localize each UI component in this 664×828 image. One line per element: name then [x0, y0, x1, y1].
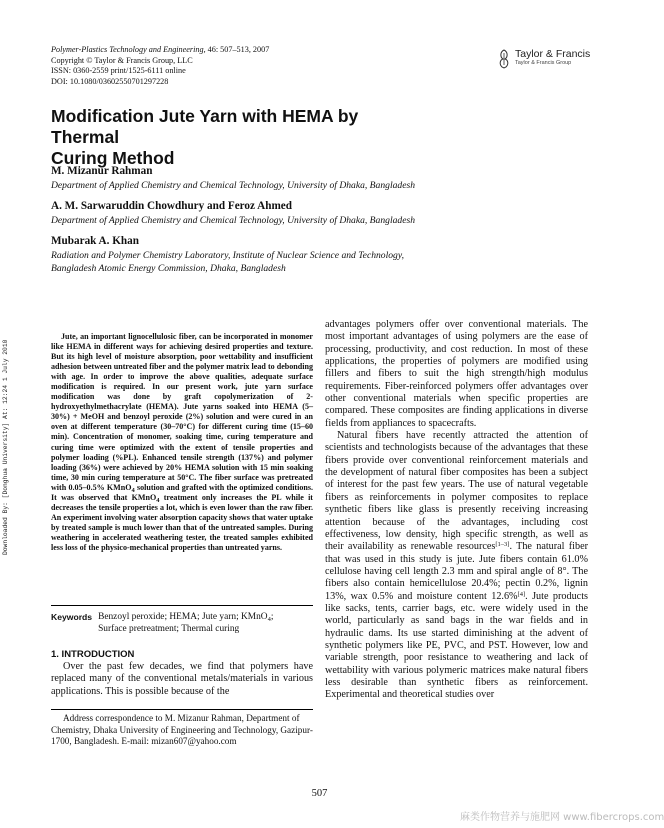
- taylor-francis-icon: [497, 49, 511, 69]
- author-2: A. M. Sarwaruddin Chowdhury and Feroz Ahmed: [51, 200, 292, 212]
- affiliation-3-line-1: Radiation and Polymer Chemistry Laboratory, Institute of Nuclear Science and Technology,: [51, 250, 404, 261]
- paragraph-1: advantages polymers offer over conventional materials. The most important advantages of using polymers are the ease of processing, productivity, and cost reduction. In most of these applications, the properties of polymers are modified using fillers and fibers to suit the high strength/high modulus requirements. Fiber-reinforced polymers offer advantages over other conventional materials when specific properties are compared. These composites are finding applications in diverse fields from appliances to spacecrafts.: [325, 319, 588, 429]
- paragraph-2-part-1: Natural fibers have recently attracted the attention of scientists and technologists because of the advantages that these fibers provide over conventional reinforcement materials and the development of natural fiber composites has been a subject of interest for the past few years. The use of natural vegetable fibers as reinforcements in polymer composites to replace synthetic fibers like glass is presently receiving increasing attention because of the advantages, including cost effectiveness, low density, high specific strength, as well as their availability as renewable resources: [325, 430, 588, 553]
- title-line-2: Curing Method: [51, 148, 175, 168]
- author-1: M. Mizanur Rahman: [51, 165, 153, 177]
- keywords-line-1: Benzoyl peroxide; HEMA; Jute yarn; KMnO: [98, 612, 268, 622]
- title-line-1: Modification Jute Yarn with HEMA by Thermal: [51, 106, 359, 147]
- download-note: [0, 300, 12, 555]
- citation-2: [4]: [517, 590, 526, 598]
- affiliation-3: [51, 250, 511, 275]
- journal-metadata: [51, 45, 269, 87]
- issn-line: ISSN: 0360-2559 print/1525-6111 online: [51, 66, 186, 76]
- copyright-line: Copyright © Taylor & Francis Group, LLC: [51, 55, 193, 65]
- right-column: [325, 319, 588, 702]
- keywords-line-1-end: ;: [270, 612, 274, 622]
- author-3: Mubarak A. Khan: [51, 235, 139, 247]
- footnote-rule: [51, 709, 313, 710]
- keywords-rule: [51, 605, 313, 606]
- keywords-values: [98, 612, 298, 635]
- abstract-part-3: treatment only increases the PL while it decreases the tensile properties a lot, which is even lower than the raw fiber. An experiment involving water absorption capacity shows that water uptake by treated sample is much lower than that of the untreated samples. During weathering in accelerated weathering tester, the treated samples exhibited less loss of the physico-mechanical properties than untreated yarns.: [51, 492, 313, 552]
- download-note-text: Downloaded By: [Donghua University] At: 12:24 1 July 2010: [2, 339, 9, 555]
- paragraph-2: [325, 430, 588, 702]
- citation-1: [1–3]: [495, 541, 510, 549]
- abstract-subscript-1: 4: [131, 486, 135, 494]
- abstract: [51, 332, 313, 553]
- affiliation-2: Department of Applied Chemistry and Chemical Technology, University of Dhaka, Bangladesh: [51, 215, 415, 226]
- affiliation-3-line-2: Bangladesh Atomic Energy Commission, Dhaka, Bangladesh: [51, 262, 286, 274]
- keywords-label: Keywords: [51, 612, 93, 622]
- keywords-line-2: Surface pretreatment; Thermal curing: [98, 623, 240, 634]
- page-number: 507: [311, 788, 328, 799]
- footnote: Address correspondence to M. Mizanur Rahman, Department of Chemistry, Dhaka University of Engineering and Technology, Gazipur-1700, Bangladesh. E-mail: mizan607@yahoo.com: [51, 713, 313, 746]
- abstract-part-2: solution and grafted with the optimized conditions. It was observed that KMnO: [51, 482, 313, 502]
- journal-citation: , 46: 507–513, 2007: [203, 45, 270, 54]
- article-title: [51, 106, 421, 169]
- abstract-subscript-2: 4: [156, 496, 160, 504]
- affiliation-1: Department of Applied Chemistry and Chemical Technology, University of Dhaka, Bangladesh: [51, 180, 415, 191]
- intro-paragraph: Over the past few decades, we find that polymers have replaced many of the conventional metals/materials in various applications. This is possible because of the: [51, 661, 313, 697]
- publisher-group: Taylor & Francis Group: [515, 60, 572, 66]
- publisher-logo: [497, 48, 602, 70]
- paragraph-2-part-3: . Jute products like sacks, tents, carrier bags, etc. were widely used in the world, particularly as sand bags in the war fields and in hydraulic dams. Its use started diminishing at the advent of synthetic polymers like PE, PVC, and PST. However, low and variable strength, poor resistance to weathering and lack of wettability with various polymeric matrices make natural fibers less desirable than synthetic fibers as reinforcement. Experimental and theoretical studies over: [325, 590, 589, 701]
- abstract-part-1: Jute, an important lignocellulosic fiber, can be incorporated in monomer like HEMA in different ways for achieving desired properties and texture. But its high level of moisture absorption, poor wettability and insufficient adhesion between untreated fiber and the polymer matrix lead to debonding with age. In order to improve the above qualities, adequate surface modification is required. In our present work, jute yarn surface modification was done by graft copolymerization of 2-hydroxyethylmethacrylate (HEMA). Jute yarns soaked into HEMA (5–30%) + MeOH and benzoyl peroxide (2%) solution and were cured in an oven at different temperature (30–70°C) for different curing time (15–60 min). Concentration of monomer, soaking time, curing temperature and curing time were optimized with the extent of tensile properties and polymer loading (%PL). Enhanced tensile strength (137%) and polymer loading (36%) were achieved by 20% HEMA solution with 15 min soaking time, 30 min curing temperature at 50°C. The fiber surface was pretreated with 0.05–0.5% KMnO: [51, 332, 313, 492]
- keywords: [51, 612, 313, 635]
- publisher-name: Taylor & Francis: [515, 48, 591, 60]
- paragraph-2-part-2: . The natural fiber that was used in this study is jute. Jute fibers contain 61.0% cellulose having cell length 2.3 mm and spiral angle of 8°. The fibers also contain hemicellulose 20.4%; pectin 0.2%, lignin 13%, wax 0.5% and moisture content 12.6%: [325, 541, 589, 602]
- doi-line: DOI: 10.1080/03602550701297228: [51, 76, 169, 86]
- watermark: 麻类作物营养与施肥网 www.fibercrops.com: [460, 812, 664, 823]
- keywords-subscript: 4: [267, 616, 271, 623]
- section-heading: 1. INTRODUCTION: [51, 649, 135, 660]
- journal-name: Polymer-Plastics Technology and Engineering: [51, 45, 204, 54]
